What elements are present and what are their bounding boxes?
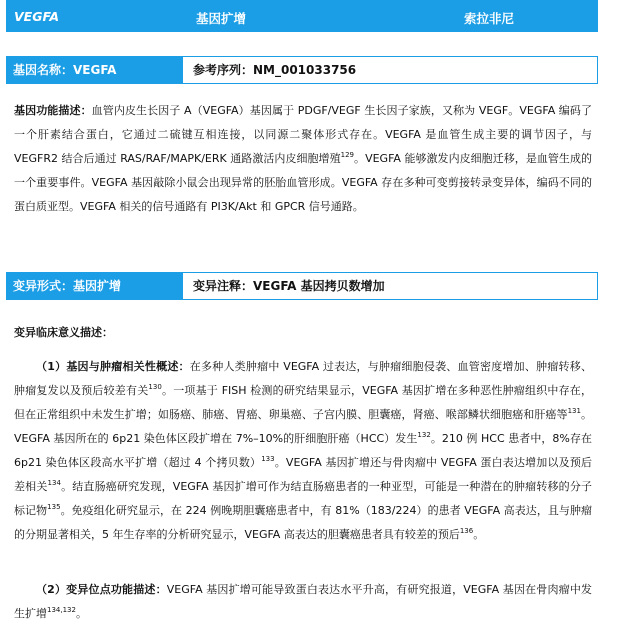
header-bar	[6, 0, 598, 32]
gene-function-text: 血管内皮生长因子 A（VEGFA）基因属于 PDGF/VEGF 生长因子家族，又称为 VEGF。VEGFA 编码了一个肝素结合蛋白，它通过二硫键互相连接，以同源二聚体形式存在。VEGFA 是血管生成主要的调节因子，与 VEGFR2 结合后通过 RAS/RAF/MAPK/ERK 通路激活内皮细胞增殖	[14, 104, 592, 165]
clinical-significance-title: 变异临床意义描述：	[14, 326, 113, 339]
ref-136: 136	[459, 527, 474, 535]
variant-annotation: 变异注释：VEGFA 基因拷贝数增加	[193, 279, 385, 293]
gene-function-title: 基因功能描述：	[14, 104, 92, 117]
ref-130: 130	[148, 383, 162, 391]
ref-134: 134	[47, 479, 61, 487]
p1-text-a: 在多种人类肿瘤中 VEGFA 过表达，与肿瘤细胞侵袭、血管密度增加、肿瘤转移、肿瘤复发以及预后较差有关	[14, 360, 592, 397]
variant-form-box	[6, 272, 598, 300]
ref-133: 133	[261, 455, 275, 463]
gene-name-label: 基因名称：VEGFA	[7, 57, 183, 83]
gene-function-text-2: 。VEGFA 能够激发内皮细胞迁移，是血管生成的一个重要事件。VEGFA 基因敲除小鼠会出现异常的胚胎血管形成。VEGFA 存在多种可变剪接转录变异体，编码不同的蛋白质亚型。VEGFA 相关的信号通路有 PI3K/Akt 和 GPCR 信号通路。	[14, 152, 592, 213]
ref-131: 131	[567, 407, 581, 415]
p2-end: 。	[75, 607, 87, 620]
p1-text-g: 。免疫组化研究显示，在 224 例晚期胆囊癌患者中，有 81%（183/224）的患者 VEGFA 高表达，且与肿瘤的分期显著相关，5 年生存率的分析研究显示，VEGFA 高表达的胆囊癌患者具有较差的预后	[14, 504, 593, 541]
ref-129: 129	[340, 151, 354, 159]
gene-name-box	[6, 56, 598, 84]
clinical-paragraph-1	[14, 355, 592, 547]
ref-134-132: 134,132	[47, 606, 76, 614]
header-gene: VEGFA	[14, 9, 60, 24]
clinical-paragraph-2	[14, 578, 592, 626]
p1-text-c: 。VEGFA 基因所在的 6p21 染色体区段扩增在 7%–10%的肝细胞肝癌（HCC）发生	[14, 408, 593, 445]
ref-132: 132	[417, 431, 431, 439]
ref-135: 135	[47, 503, 61, 511]
p1-text-d: 。210 例 HCC 患者中，8%存在 6p21 染色体区段高水平扩增（超过 4 个拷贝数）	[14, 432, 592, 469]
p1-text-b: 。一项基于 FISH 检测的研究结果显示，VEGFA 基因扩增在多种恶性肿瘤组织中存在，但在正常组织中未发生扩增；如肠癌、肺癌、胃癌、卵巢癌、子宫内膜、胆囊癌，肾癌、喉部鳞状细胞癌和肝癌等	[14, 384, 593, 421]
header-drug: 索拉非尼	[464, 11, 515, 26]
p1-text-f: 。结直肠癌研究发现，VEGFA 基因扩增可作为结直肠癌患者的一种亚型，可能是一种潜在的肿瘤转移的分子标记物	[14, 480, 593, 517]
gene-function-paragraph	[14, 99, 592, 219]
variant-form-label: 变异形式：基因扩增	[7, 273, 183, 299]
p2-text: VEGFA 基因扩增可能导致蛋白表达水平升高，有研究报道，VEGFA 基因在骨肉瘤中发生扩增	[14, 583, 592, 620]
p1-title: （1）基因与肿瘤相关性概述：	[36, 360, 190, 373]
p1-text-e: 。VEGFA 基因扩增还与骨肉瘤中 VEGFA 蛋白表达增加以及预后差相关	[14, 456, 593, 493]
reference-sequence: 参考序列：NM_001033756	[193, 63, 357, 77]
header-variant-type: 基因扩增	[196, 11, 247, 26]
p1-text-h: 。	[473, 528, 485, 541]
p2-title: （2）变异位点功能描述：	[36, 583, 167, 596]
